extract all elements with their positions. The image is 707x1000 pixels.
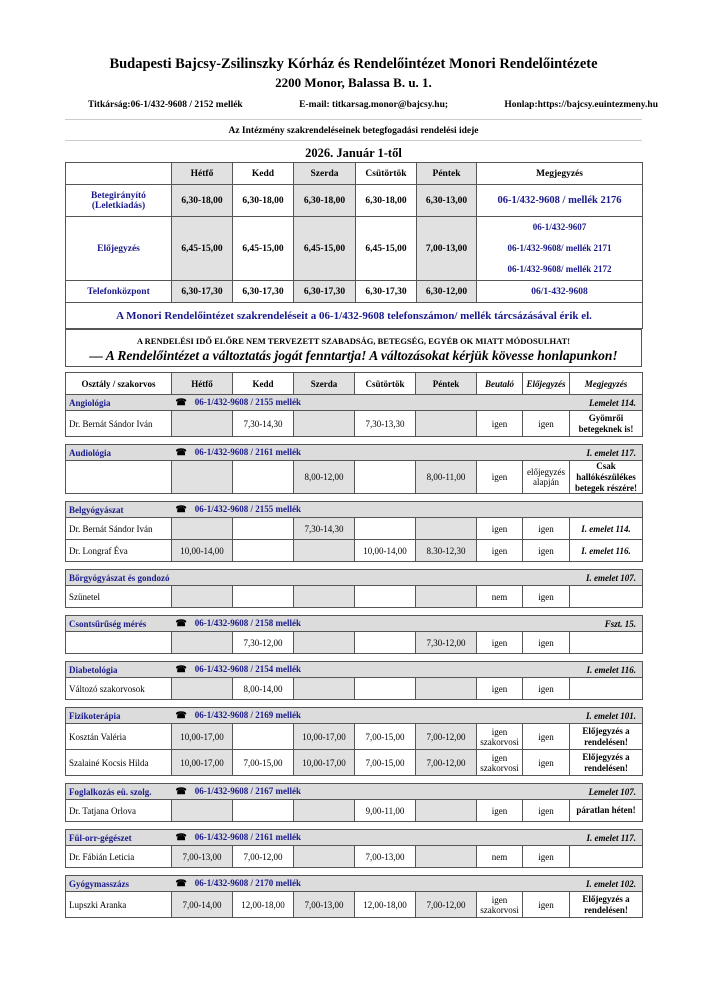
warning-line: A RENDELÉSI IDŐ ELŐRE NEM TERVEZETT SZABADSÁG, BETEGSÉG, EGYÉB OK MIATT MÓDOSULHAT! bbox=[136, 336, 571, 346]
time-cell: 8,00-11,00 bbox=[416, 461, 477, 494]
spacer bbox=[66, 437, 643, 445]
spacer bbox=[523, 395, 570, 411]
doctor-name: Dr. Longraf Éva bbox=[66, 540, 172, 562]
phone-icon: ☎ bbox=[175, 786, 187, 797]
column-header: Péntek bbox=[416, 373, 477, 395]
section-header-row bbox=[66, 830, 643, 846]
time-cell: 10,00-17,00 bbox=[294, 724, 355, 750]
time-cell bbox=[355, 518, 416, 540]
section-name: Foglalkozás eü. szolg. bbox=[66, 784, 172, 800]
time-cell: 7,00-15,00 bbox=[355, 724, 416, 750]
page-title: Budapesti Bajcsy-Zsilinszky Kórház és Rendelőintézet Monori Rendelőintézete bbox=[109, 56, 598, 72]
section-gap bbox=[66, 822, 643, 830]
section-name: Angiológia bbox=[66, 395, 172, 411]
referral-cell: igen szakorvosi bbox=[477, 750, 523, 776]
section-header-row bbox=[66, 570, 643, 586]
section-name: Gyógymasszázs bbox=[66, 876, 172, 892]
spacer bbox=[66, 868, 643, 876]
note-cell: Előjegyzés a rendelésen! bbox=[570, 892, 643, 918]
time-cell: 7,00-13,00 bbox=[417, 217, 477, 281]
time-cell: 6,30-18,00 bbox=[233, 185, 294, 217]
referral-cell: igen bbox=[477, 411, 523, 437]
note-phone: 06-1/432-9608 / mellék 2176 bbox=[477, 185, 643, 217]
table-row bbox=[66, 750, 643, 776]
time-cell: 10,00-17,00 bbox=[172, 724, 233, 750]
section-phone bbox=[172, 616, 523, 632]
table-row bbox=[66, 411, 643, 437]
referral-cell: igen bbox=[477, 800, 523, 822]
time-cell: 6,30-17,30 bbox=[233, 281, 294, 303]
time-cell: 7,30-13,30 bbox=[355, 411, 416, 437]
column-header: Kedd bbox=[233, 163, 294, 185]
date-title: 2026. Január 1-től bbox=[305, 146, 402, 160]
spacer bbox=[523, 784, 570, 800]
referral-cell: nem bbox=[477, 846, 523, 868]
doctor-name: Dr. Bernát Sándor Iván bbox=[66, 411, 172, 437]
time-cell: 6,30-18,00 bbox=[172, 185, 233, 217]
time-cell bbox=[355, 632, 416, 654]
warning-disclaimer: — A Rendelőintézet a változtatás jogát fenntartja! A változásokat kérjük kövesse honlapunkon! bbox=[89, 348, 618, 363]
time-cell bbox=[233, 724, 294, 750]
section-phone bbox=[172, 784, 523, 800]
spacer bbox=[523, 708, 570, 724]
time-cell: 6,30-12,00 bbox=[417, 281, 477, 303]
column-header: Osztály / szakorvos bbox=[66, 373, 172, 395]
time-cell: 7,30-14,30 bbox=[233, 411, 294, 437]
time-cell: 10,00-14,00 bbox=[355, 540, 416, 562]
row-label: Előjegyzés bbox=[66, 217, 172, 281]
booking-cell: igen bbox=[523, 540, 570, 562]
time-cell bbox=[172, 518, 233, 540]
time-cell: 8.30-12,30 bbox=[416, 540, 477, 562]
time-cell bbox=[294, 632, 355, 654]
time-cell: 6,45-15,00 bbox=[294, 217, 356, 281]
spacer bbox=[66, 562, 643, 570]
referral-cell: nem bbox=[477, 586, 523, 608]
time-cell: 6,30-17,30 bbox=[294, 281, 356, 303]
booking-cell: igen bbox=[523, 678, 570, 700]
note-cell: Előjegyzés a rendelésen! bbox=[570, 750, 643, 776]
time-cell bbox=[355, 678, 416, 700]
table-row bbox=[66, 892, 643, 918]
section-location: I. emelet 117. bbox=[570, 445, 643, 461]
table-row bbox=[66, 281, 643, 303]
time-cell: 7,00-12,00 bbox=[233, 846, 294, 868]
column-header: Csütörtök bbox=[355, 373, 416, 395]
time-cell: 7,00-12,00 bbox=[416, 750, 477, 776]
spacer bbox=[523, 830, 570, 846]
column-header: Megjegyzés bbox=[570, 373, 643, 395]
time-cell: 7,00-15,00 bbox=[355, 750, 416, 776]
time-cell bbox=[294, 800, 355, 822]
time-cell: 9,00-11,00 bbox=[355, 800, 416, 822]
booking-cell: igen bbox=[523, 724, 570, 750]
divider bbox=[65, 119, 642, 120]
note-cell: Csak hallókészülékes betegek részére! bbox=[570, 461, 643, 494]
time-cell bbox=[416, 800, 477, 822]
table-row bbox=[66, 724, 643, 750]
section-phone-number: 06-1/432-9608 / 2161 mellék bbox=[194, 832, 301, 843]
referral-cell: igen bbox=[477, 632, 523, 654]
phone-notice: A Monori Rendelőintézet szakrendeléseit a 06-1/432-9608 telefonszámon/ mellék tárcsázásával érik el. bbox=[66, 303, 643, 329]
table-header-row bbox=[66, 163, 643, 185]
time-cell bbox=[355, 586, 416, 608]
section-gap bbox=[66, 776, 643, 784]
time-cell: 8,00-14,00 bbox=[233, 678, 294, 700]
booking-cell: igen bbox=[523, 586, 570, 608]
phone-icon: ☎ bbox=[175, 618, 187, 629]
time-cell: 6,30-13,00 bbox=[417, 185, 477, 217]
table-header-row bbox=[66, 373, 643, 395]
phone-icon: ☎ bbox=[175, 504, 187, 515]
section-location: I. emelet 102. bbox=[570, 876, 643, 892]
section-gap bbox=[66, 654, 643, 662]
referral-cell: igen bbox=[477, 461, 523, 494]
section-name: Bőrgyógyászat és gondozó bbox=[66, 570, 172, 586]
subtitle: Az Intézmény szakrendeléseinek betegfogadási rendelési ideje bbox=[228, 126, 479, 136]
time-cell: 7,30-12,00 bbox=[416, 632, 477, 654]
section-header-row bbox=[66, 502, 643, 518]
time-cell bbox=[172, 586, 233, 608]
time-cell bbox=[172, 800, 233, 822]
table-row bbox=[66, 185, 643, 217]
section-location: Fszt. 15. bbox=[570, 616, 643, 632]
spacer bbox=[523, 445, 570, 461]
section-phone-number: 06-1/432-9608 / 2169 mellék bbox=[194, 710, 301, 721]
time-cell bbox=[355, 461, 416, 494]
time-cell bbox=[233, 586, 294, 608]
section-gap bbox=[66, 868, 643, 876]
schedule-table bbox=[65, 372, 643, 918]
phone-icon: ☎ bbox=[175, 878, 187, 889]
section-header-row bbox=[66, 708, 643, 724]
note-cell bbox=[477, 217, 643, 281]
section-phone bbox=[172, 395, 523, 411]
column-header: Előjegyzés bbox=[523, 373, 570, 395]
doctor-name: Dr. Fábián Leticia bbox=[66, 846, 172, 868]
row-label: Telefonközpont bbox=[66, 281, 172, 303]
address: 2200 Monor, Balassa B. u. 1. bbox=[275, 75, 432, 90]
time-cell: 7,00-13,00 bbox=[294, 892, 355, 918]
section-phone-number: 06-1/432-9608 / 2167 mellék bbox=[194, 786, 301, 797]
section-location: I. emelet 101. bbox=[570, 708, 643, 724]
time-cell: 7,00-15,00 bbox=[233, 750, 294, 776]
time-cell bbox=[233, 518, 294, 540]
section-header-row bbox=[66, 876, 643, 892]
section-gap bbox=[66, 437, 643, 445]
note-cell: I. emelet 114. bbox=[570, 518, 643, 540]
spacer bbox=[523, 662, 570, 678]
table-row bbox=[66, 846, 643, 868]
section-phone bbox=[172, 445, 523, 461]
section-header-row bbox=[66, 445, 643, 461]
column-header: Szerda bbox=[294, 373, 355, 395]
note-cell bbox=[570, 846, 643, 868]
notice-row bbox=[66, 303, 643, 329]
table-row bbox=[66, 217, 643, 281]
booking-cell: igen bbox=[523, 411, 570, 437]
section-gap bbox=[66, 700, 643, 708]
note-phone: 06-1/432-9608/ mellék 2172 bbox=[507, 264, 612, 274]
phone-icon: ☎ bbox=[175, 397, 187, 407]
table-row bbox=[66, 632, 643, 654]
spacer bbox=[66, 608, 643, 616]
divider bbox=[65, 140, 642, 141]
section-phone-number: 06-1/432-9608 / 2155 mellék bbox=[194, 504, 301, 515]
table-row bbox=[66, 678, 643, 700]
time-cell bbox=[294, 846, 355, 868]
time-cell bbox=[172, 461, 233, 494]
doctor-name: Dr. Tatjana Orlova bbox=[66, 800, 172, 822]
note-phone: 06/1-432-9608 bbox=[477, 281, 643, 303]
phone-icon: ☎ bbox=[175, 832, 187, 843]
section-phone bbox=[172, 708, 523, 724]
column-header: Hétfő bbox=[172, 163, 233, 185]
table-row bbox=[66, 540, 643, 562]
note-cell bbox=[570, 632, 643, 654]
section-gap bbox=[66, 562, 643, 570]
time-cell: 10,00-17,00 bbox=[294, 750, 355, 776]
secretariat-phone: Titkárság:06-1/432-9608 / 2152 mellék bbox=[88, 100, 243, 110]
column-header: Hétfő bbox=[172, 373, 233, 395]
spacer bbox=[66, 494, 643, 502]
section-header-row bbox=[66, 395, 643, 411]
row-label: Betegirányító (Leletkiadás) bbox=[66, 185, 172, 217]
section-name: Audiológia bbox=[66, 445, 172, 461]
doctor-name bbox=[66, 632, 172, 654]
section-phone bbox=[172, 876, 523, 892]
section-header-row bbox=[66, 784, 643, 800]
time-cell bbox=[416, 678, 477, 700]
time-cell: 12,00-18,00 bbox=[233, 892, 294, 918]
time-cell bbox=[294, 678, 355, 700]
referral-cell: igen bbox=[477, 518, 523, 540]
column-header: Kedd bbox=[233, 373, 294, 395]
section-header-row bbox=[66, 616, 643, 632]
time-cell bbox=[233, 800, 294, 822]
referral-cell: igen bbox=[477, 678, 523, 700]
phone-icon: ☎ bbox=[175, 664, 187, 675]
time-cell: 7,00-12,00 bbox=[416, 892, 477, 918]
spacer bbox=[66, 654, 643, 662]
contact-hours-table bbox=[65, 162, 643, 329]
table-row bbox=[66, 518, 643, 540]
section-name: Fizikoterápia bbox=[66, 708, 172, 724]
section-phone-number: 06-1/432-9608 / 2154 mellék bbox=[194, 664, 301, 675]
doctor-name bbox=[66, 461, 172, 494]
contact-line bbox=[88, 100, 658, 110]
time-cell: 6,30-17,30 bbox=[356, 281, 417, 303]
note-cell: Előjegyzés a rendelésen! bbox=[570, 724, 643, 750]
section-location: Lemelet 114. bbox=[570, 395, 643, 411]
time-cell bbox=[294, 411, 355, 437]
section-header-row bbox=[66, 662, 643, 678]
referral-cell: igen szakorvosi bbox=[477, 724, 523, 750]
time-cell: 7,00-12,00 bbox=[416, 724, 477, 750]
column-header: Beutaló bbox=[477, 373, 523, 395]
time-cell: 6,45-15,00 bbox=[233, 217, 294, 281]
note-phone: 06-1/432-9607 bbox=[532, 222, 587, 232]
time-cell: 10,00-17,00 bbox=[172, 750, 233, 776]
time-cell: 6,45-15,00 bbox=[172, 217, 233, 281]
note-cell bbox=[570, 678, 643, 700]
column-header: Szerda bbox=[294, 163, 356, 185]
warning-box bbox=[65, 329, 642, 367]
doctor-name: Változó szakorvosok bbox=[66, 678, 172, 700]
table-row bbox=[66, 800, 643, 822]
spacer bbox=[66, 822, 643, 830]
time-cell bbox=[233, 461, 294, 494]
table-row bbox=[66, 586, 643, 608]
note-cell: páratlan héten! bbox=[570, 800, 643, 822]
time-cell: 7,30-14,30 bbox=[294, 518, 355, 540]
spacer bbox=[523, 502, 570, 518]
column-header: Péntek bbox=[417, 163, 477, 185]
booking-cell: igen bbox=[523, 892, 570, 918]
referral-cell: igen szakorvosi bbox=[477, 892, 523, 918]
booking-cell: igen bbox=[523, 632, 570, 654]
section-name: Csontsűrűség mérés bbox=[66, 616, 172, 632]
section-phone-number: 06-1/432-9608 / 2170 mellék bbox=[194, 878, 301, 889]
note-phone: 06-1/432-9608/ mellék 2171 bbox=[507, 243, 612, 253]
spacer bbox=[66, 776, 643, 784]
section-location: I. emelet 107. bbox=[570, 570, 643, 586]
phone-icon: ☎ bbox=[175, 447, 187, 457]
section-location: I. emelet 117. bbox=[570, 830, 643, 846]
spacer bbox=[523, 570, 570, 586]
time-cell bbox=[172, 632, 233, 654]
section-phone bbox=[172, 830, 523, 846]
section-location bbox=[570, 502, 643, 518]
note-cell: Gyömrői betegeknek is! bbox=[570, 411, 643, 437]
column-header: Csütörtök bbox=[356, 163, 417, 185]
time-cell: 10,00-14,00 bbox=[172, 540, 233, 562]
section-location: I. emelet 116. bbox=[570, 662, 643, 678]
booking-cell: igen bbox=[523, 518, 570, 540]
booking-cell: igen bbox=[523, 846, 570, 868]
section-gap bbox=[66, 608, 643, 616]
section-phone-number: 06-1/432-9608 / 2161 mellék bbox=[194, 447, 301, 457]
note-cell bbox=[570, 586, 643, 608]
doctor-name: Kosztán Valéria bbox=[66, 724, 172, 750]
doctor-name: Dr. Bernát Sándor Iván bbox=[66, 518, 172, 540]
doctor-name: Szalainé Kocsis Hilda bbox=[66, 750, 172, 776]
booking-cell: igen bbox=[523, 750, 570, 776]
time-cell bbox=[172, 678, 233, 700]
time-cell bbox=[416, 518, 477, 540]
time-cell: 6,30-18,00 bbox=[356, 185, 417, 217]
note-cell: I. emelet 116. bbox=[570, 540, 643, 562]
time-cell bbox=[233, 540, 294, 562]
phone-icon: ☎ bbox=[175, 710, 187, 721]
time-cell: 6,30-18,00 bbox=[294, 185, 356, 217]
section-name: Diabetológia bbox=[66, 662, 172, 678]
section-phone-number: 06-1/432-9608 / 2155 mellék bbox=[194, 397, 301, 407]
section-gap bbox=[66, 494, 643, 502]
section-phone bbox=[172, 570, 523, 586]
section-name: Fül-orr-gégészet bbox=[66, 830, 172, 846]
doctor-name: Szünetel bbox=[66, 586, 172, 608]
time-cell: 8,00-12,00 bbox=[294, 461, 355, 494]
section-phone bbox=[172, 502, 523, 518]
spacer bbox=[66, 700, 643, 708]
time-cell: 6,45-15,00 bbox=[356, 217, 417, 281]
booking-cell: előjegyzés alapján bbox=[523, 461, 570, 494]
spacer bbox=[523, 876, 570, 892]
website-link[interactable]: Honlap:https://bajcsy.euintezmeny.hu bbox=[504, 100, 658, 110]
email-link[interactable]: E-mail: titkarsag.monor@bajcsy.hu; bbox=[299, 100, 449, 110]
time-cell bbox=[416, 411, 477, 437]
time-cell: 12,00-18,00 bbox=[355, 892, 416, 918]
time-cell bbox=[294, 540, 355, 562]
table-row bbox=[66, 461, 643, 494]
time-cell bbox=[416, 586, 477, 608]
time-cell: 7,00-13,00 bbox=[172, 846, 233, 868]
time-cell: 7,00-14,00 bbox=[172, 892, 233, 918]
section-location: Lemelet 107. bbox=[570, 784, 643, 800]
time-cell bbox=[416, 846, 477, 868]
section-name: Belgyógyászat bbox=[66, 502, 172, 518]
section-phone bbox=[172, 662, 523, 678]
time-cell: 6,30-17,30 bbox=[172, 281, 233, 303]
time-cell bbox=[172, 411, 233, 437]
doctor-name: Lupszki Aranka bbox=[66, 892, 172, 918]
time-cell: 7,30-12,00 bbox=[233, 632, 294, 654]
referral-cell: igen bbox=[477, 540, 523, 562]
section-phone-number: 06-1/432-9608 / 2158 mellék bbox=[194, 618, 301, 629]
booking-cell: igen bbox=[523, 800, 570, 822]
time-cell: 7,00-13,00 bbox=[355, 846, 416, 868]
column-header: Megjegyzés bbox=[477, 163, 643, 185]
column-header bbox=[66, 163, 172, 185]
spacer bbox=[523, 616, 570, 632]
time-cell bbox=[294, 586, 355, 608]
